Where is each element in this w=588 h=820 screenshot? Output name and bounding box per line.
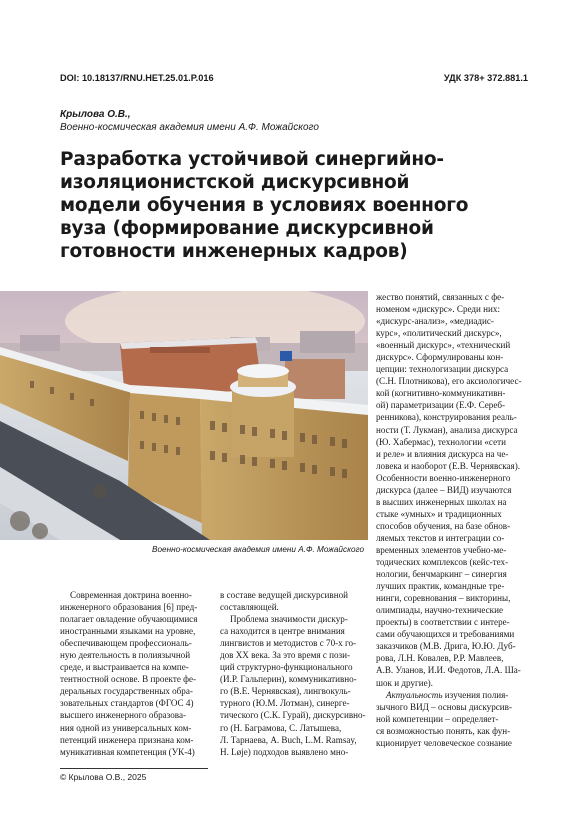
text-line: ой) параметризации (Е.Ф. Сереб-: [376, 400, 506, 411]
text-line: Современная доктрина военно-: [70, 590, 192, 600]
text-line: H. Løje) подходов выявлено мно-: [220, 746, 349, 757]
text-line: тодических комплексов (кейс-тех-: [376, 557, 509, 568]
author-name: Крылова О.В.,: [60, 109, 131, 120]
text-line: олимпиады, научно-технические: [376, 605, 504, 616]
doi: DOI: 10.18137/RNU.HET.25.01.P.016: [60, 73, 214, 83]
text-line: (И.Р. Гальперин), коммуникативно-: [220, 674, 357, 685]
text-column-3: [376, 291, 528, 749]
text-line: (Ю. Хабермас), технологии «сети: [376, 436, 506, 447]
title-line: модели обучения в условиях военного: [60, 195, 469, 216]
text-line: го (Н. Баграмова, С. Латышева,: [220, 722, 342, 733]
text-line: заказчиков (М.В. Дрига, Ю.Ю. Дуб-: [376, 641, 516, 652]
text-line: кционирует человеческое сознание: [376, 737, 512, 748]
text-line: А.В. Уланов, И.И. Федотов, Л.А. Ша-: [376, 665, 521, 676]
text-fragment: изучения полия-: [442, 689, 509, 700]
author-block: [60, 108, 319, 134]
text-line: стыке «умных» и традиционных: [376, 508, 502, 519]
text-line: ловека и наоборот (Е.В. Чернявская).: [376, 460, 521, 471]
text-column-2: [220, 589, 368, 758]
title-line: вуза (формирование дискурсивной: [60, 218, 434, 239]
text-line: проекты) в соответствии с интере-: [376, 617, 510, 628]
italic-term: Актуальность: [386, 689, 443, 700]
text-column-1: [60, 589, 212, 758]
photo-caption: Военно-космическая академия имени А.Ф. Можайского: [152, 545, 364, 554]
text-line: тического (С.К. Гурай), дискурсивно-: [220, 710, 366, 721]
author-affiliation: Военно-космическая академия имени А.Ф. Можайского: [60, 122, 319, 133]
text-line: дов XX века. За это время с пози-: [220, 650, 351, 661]
text-line: инженерного образования [6] пред-: [60, 602, 198, 613]
text-line: составляющей.: [220, 602, 279, 613]
copyright: © Крылова О.В., 2025: [60, 772, 147, 782]
text-line: (С.Н. Плотникова), его аксиологичес-: [376, 376, 522, 387]
text-line: Л. Тарнаева, A. Buch, L.M. Ramsay,: [220, 734, 357, 745]
text-line: нологии, бенчмаркинг – синергия: [376, 569, 507, 580]
text-line: полагает овладение обучающимися: [60, 614, 198, 625]
text-line: нинги, соревнования – викторины,: [376, 593, 511, 604]
text-line: ляемых текстов и интеграции со-: [376, 532, 505, 543]
text-line: сами обучающихся и требованиями: [376, 629, 515, 640]
text-line: го (В.Е. Чернявская), лингвокуль-: [220, 686, 351, 697]
text-line: [376, 689, 528, 701]
academy-photo-illustration: [0, 291, 368, 540]
text-line: цепции: технологизации дискурса: [376, 364, 509, 375]
text-line: высшего инженерного образова-: [60, 710, 187, 721]
text-line: зовательных стандартов (ФГОС 4): [60, 698, 194, 709]
text-line: ную деятельность в полиязычной: [60, 650, 191, 661]
text-line: рова, Л.Н. Ковалев, Р.Р. Мавлеев,: [376, 653, 504, 664]
text-line: ся возможностью понять, как фун-: [376, 725, 511, 736]
title-line: готовности инженерных кадров): [60, 241, 408, 262]
text-line: иностранными языками на уровне,: [60, 626, 196, 637]
text-line: среде, и выстраивается на компе-: [60, 662, 189, 673]
text-line: временных элементов учебно-ме-: [376, 544, 507, 555]
article-title: [60, 148, 530, 263]
text-line: дискурс». Сформулированы кон-: [376, 352, 504, 363]
text-line: курс», «политический дискурс»,: [376, 328, 502, 339]
title-line: Разработка устойчивой синергийно-: [60, 149, 444, 170]
text-line: жество понятий, связанных с фе-: [376, 292, 505, 302]
academy-photo: [0, 291, 368, 540]
text-line: лучших практик, командные тре-: [376, 581, 505, 592]
text-line: са находится в центре внимания: [220, 626, 345, 637]
text-line: Проблема значимости дискур-: [230, 614, 348, 625]
text-line: и реле» и влияния дискурса на че-: [376, 448, 509, 459]
text-line: шок и другие).: [376, 677, 433, 688]
text-line: зычного ВИД – основы дискурсив-: [376, 701, 512, 712]
text-line: ния одной из универсальных ком-: [60, 722, 192, 733]
text-line: ций структурно-функционального: [220, 662, 353, 673]
text-line: Особенности военно-инженерного: [376, 472, 511, 483]
text-line: обеспечивающем профессиональ-: [60, 638, 192, 649]
text-line: петенций инженера признана ком-: [60, 734, 194, 745]
text-line: кой (когнитивно-коммуникативн-: [376, 388, 506, 399]
text-line: муникативная компетенция (УК-4): [60, 746, 195, 757]
text-line: тентностной основе. В проекте фе-: [60, 674, 197, 685]
title-line: изоляционистской дискурсивной: [60, 172, 410, 193]
text-line: ности (Т. Лукман), анализа дискурса: [376, 424, 518, 435]
text-line: способов обучения, на базе обнов-: [376, 520, 511, 531]
text-line: турного (Ю.М. Лотман), синерге-: [220, 698, 350, 709]
text-line: в составе ведущей дискурсивной: [220, 590, 348, 600]
footer-rule: [60, 768, 208, 769]
text-line: «военный дискурс», «технический: [376, 340, 511, 351]
text-line: деральных государственных обра-: [60, 686, 193, 697]
udk-code: УДК 378+ 372.881.1: [443, 73, 528, 83]
text-line: ренникова), конструирования реаль-: [376, 412, 517, 423]
text-line: лингвистов и методистов с 70-х го-: [220, 638, 357, 649]
text-line: в высших инженерных школах на: [376, 496, 507, 507]
text-line: «дискурс-анализ», «медиадис-: [376, 316, 494, 327]
text-line: дискурса (далее – ВИД) изучаются: [376, 484, 512, 495]
text-line: ной компетенции – определяет-: [376, 713, 499, 724]
text-line: номеном «дискурс». Среди них:: [376, 304, 500, 315]
